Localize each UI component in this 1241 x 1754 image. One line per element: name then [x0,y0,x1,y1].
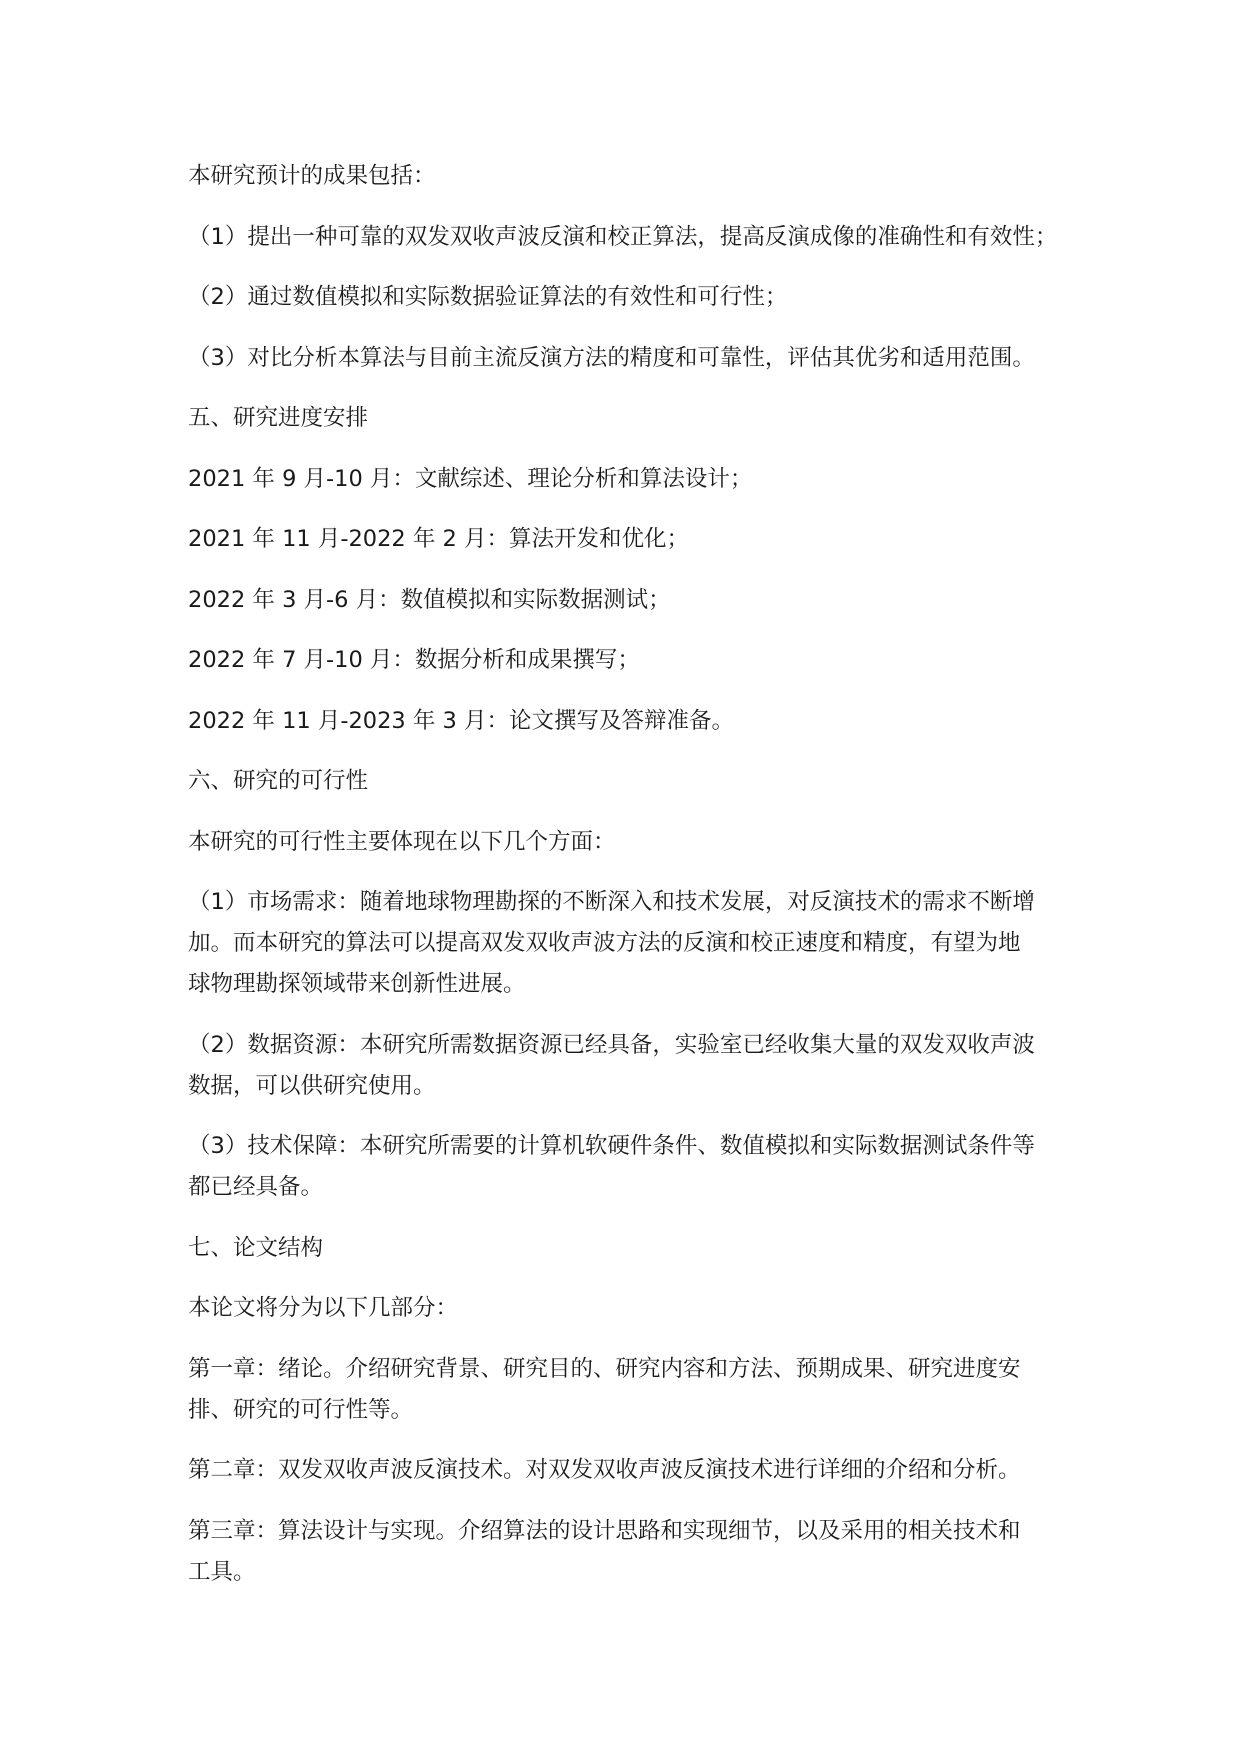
text-line: 数据，可以供研究使用。 [188,1072,436,1099]
text-line: 2021 年 9 月-10 月：文献综述、理论分析和算法设计； [188,465,753,492]
paragraph [188,1511,1080,1593]
paragraph [188,640,1080,681]
text-line: 都已经具备。 [188,1174,324,1200]
paragraph-spacer [188,1329,1080,1349]
text-line: （3）对比分析本算法与目前主流反演方法的精度和可靠性，评估其优劣和适用范围。 [188,344,1035,371]
text-line: 本论文将分为以下几部分： [188,1295,459,1321]
paragraph [188,1450,1080,1491]
text-line: （1）提出一种可靠的双发双收声波反演和校正算法，提高反演成像的准确性和有效性； [188,223,1058,250]
text-line: 2022 年 3 月-6 月：数值模拟和实际数据测试； [188,586,671,613]
text-line: 本研究预计的成果包括： [188,163,436,189]
paragraph-spacer [188,379,1080,399]
text-line: （2）通过数值模拟和实际数据验证算法的有效性和可行性； [188,284,788,310]
paragraph-spacer [188,1208,1080,1228]
text-line: 加。而本研究的算法可以提高双发双收声波方法的反演和校正速度和精度，有望为地 [188,930,1021,956]
paragraph [188,822,1080,863]
text-line: （2）数据资源：本研究所需数据资源已经具备，实验室已经收集大量的双发双收声波 [188,1031,1035,1058]
paragraph [188,1288,1080,1329]
paragraph-spacer [188,500,1080,520]
text-line: 六、研究的可行性 [188,768,369,794]
paragraph-spacer [188,439,1080,459]
paragraph-spacer [188,1269,1080,1289]
paragraph [188,1349,1080,1431]
text-line: （3）技术保障：本研究所需要的计算机软硬件条件、数值模拟和实际数据测试条件等 [188,1133,1035,1159]
paragraph-spacer [188,742,1080,762]
paragraph-spacer [188,802,1080,822]
text-line: 2022 年 11 月-2023 年 3 月：论文撰写及答辩准备。 [188,707,734,734]
paragraph-spacer [188,621,1080,641]
paragraph [188,398,1080,439]
paragraph-spacer [188,1107,1080,1127]
text-line: 2022 年 7 月-10 月：数据分析和成果撰写； [188,647,640,673]
paragraph [188,701,1080,742]
text-line: 第三章：算法设计与实现。介绍算法的设计思路和实现细节，以及采用的相关技术和 [188,1517,1021,1544]
paragraph-spacer [188,1491,1080,1511]
paragraph [188,1025,1080,1107]
text-line: （1）市场需求：随着地球物理勘探的不断深入和技术发展，对反演技术的需求不断增 [188,889,1035,915]
paragraph [188,459,1080,500]
paragraph-spacer [188,258,1080,278]
text-line: 第一章：绪论。介绍研究背景、研究目的、研究内容和方法、预期成果、研究进度安 [188,1355,1021,1382]
paragraph [188,1228,1080,1269]
paragraph [188,338,1080,379]
text-line: 七、论文结构 [188,1234,324,1261]
paragraph [188,277,1080,318]
paragraph [188,156,1080,197]
paragraph-spacer [188,197,1080,217]
text-line: 排、研究的可行性等。 [188,1396,414,1423]
paragraph [188,217,1080,258]
paragraph-spacer [188,1431,1080,1451]
paragraph-spacer [188,1005,1080,1025]
text-line: 五、研究进度安排 [188,405,369,431]
paragraph [188,519,1080,560]
paragraph-spacer [188,318,1080,338]
text-line: 球物理勘探领域带来创新性进展。 [188,971,526,997]
paragraph [188,761,1080,802]
paragraph [188,882,1080,1005]
text-line: 工具。 [188,1558,256,1585]
text-line: 2021 年 11 月-2022 年 2 月：算法开发和优化； [188,526,689,552]
paragraph-spacer [188,863,1080,883]
paragraph-spacer [188,681,1080,701]
paragraph [188,1126,1080,1208]
paragraph-spacer [188,560,1080,580]
text-line: 第二章：双发双收声波反演技术。对双发双收声波反演技术进行详细的介绍和分析。 [188,1457,1021,1483]
paragraph [188,580,1080,621]
text-line: 本研究的可行性主要体现在以下几个方面： [188,828,616,855]
document-body [188,156,1080,1593]
